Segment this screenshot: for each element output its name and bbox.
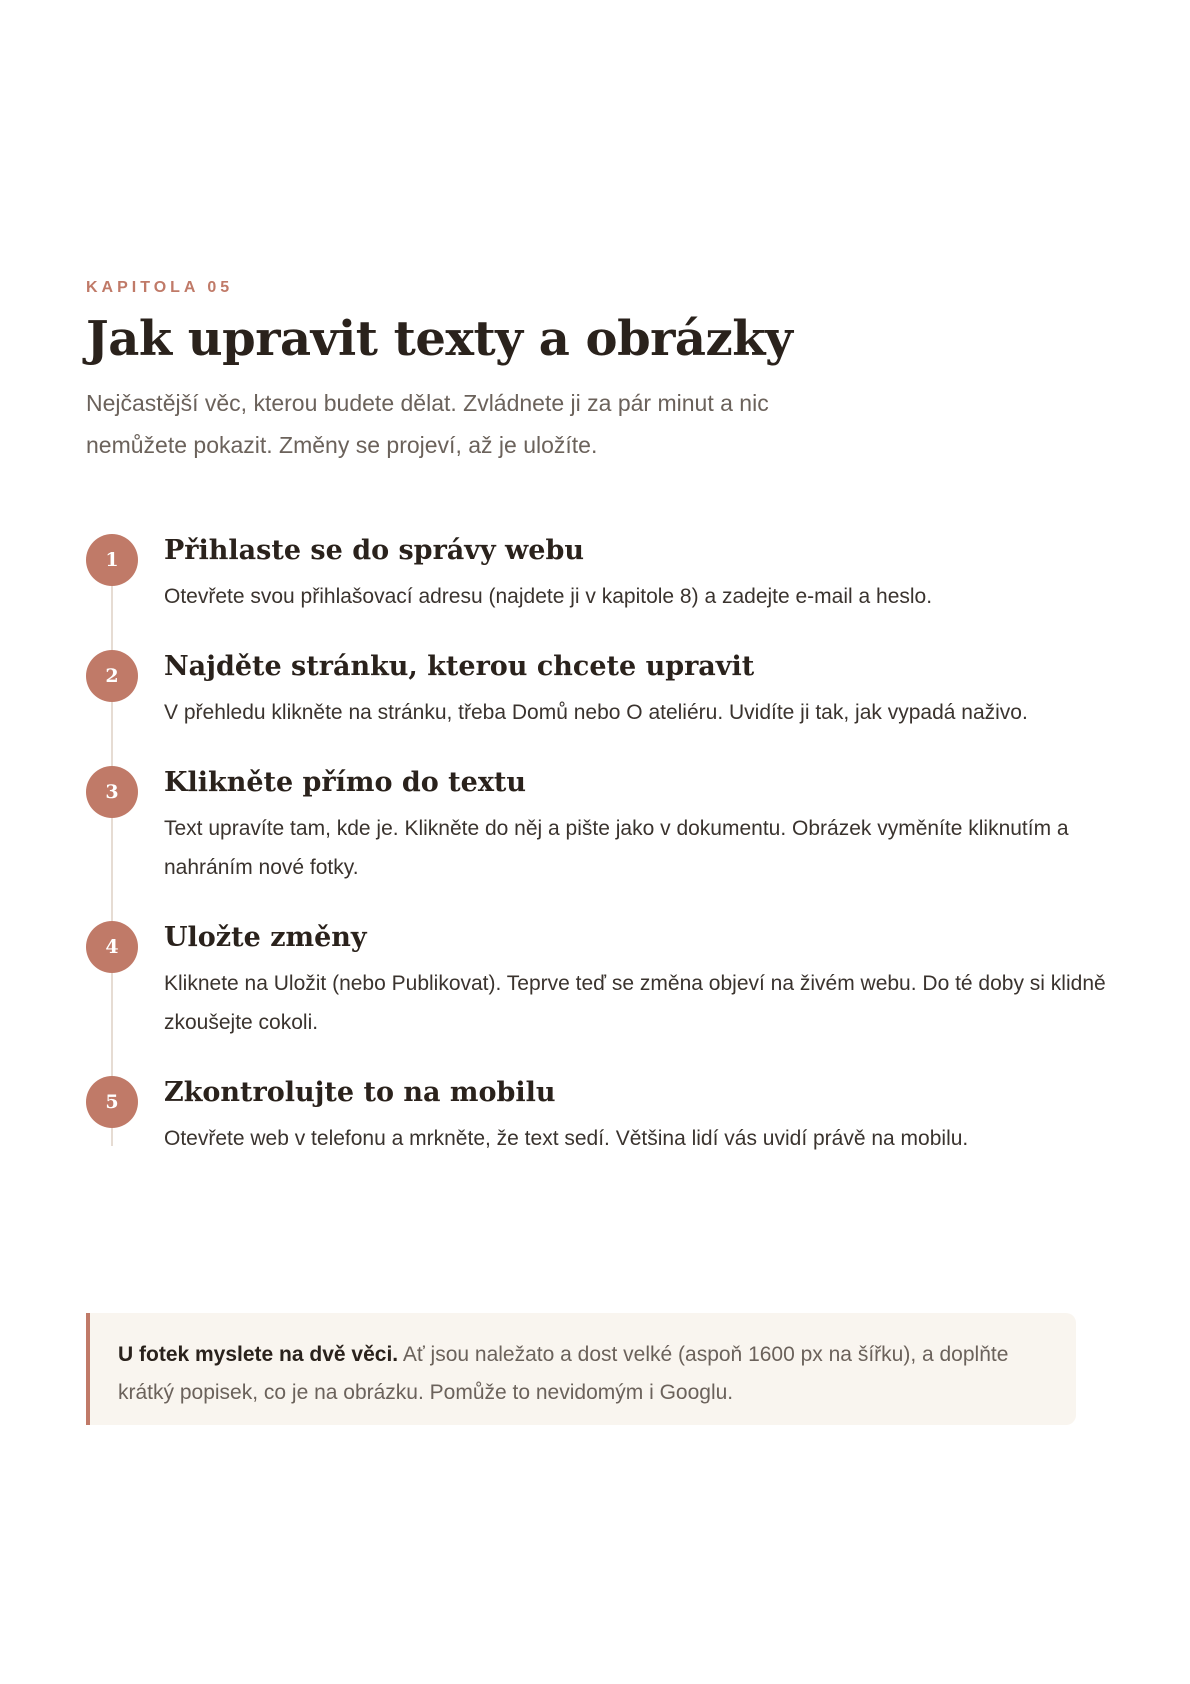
step-title: Přihlaste se do správy webu	[164, 535, 584, 566]
step-number-badge: 4	[86, 921, 138, 973]
tip-callout-lead: U fotek myslete na dvě věci.	[118, 1343, 399, 1366]
step-title: Uložte změny	[164, 922, 367, 953]
chapter-eyebrow: KAPITOLA 05	[86, 279, 234, 296]
step-item	[86, 650, 1116, 732]
chapter-page	[86, 278, 1116, 1192]
step-text: V přehledu klikněte na stránku, třeba Domů nebo O ateliéru. Uvidíte ji tak, jak vypadá naživo.	[164, 701, 1028, 724]
tip-callout-body: Ať jsou naležato a dost velké (aspoň 1600 px na šířku), a doplňte krátký popisek, co je na obrázku. Pomůže to nevidomým i Googlu.	[118, 1343, 1009, 1404]
step-item	[86, 1076, 1116, 1158]
step-title: Najděte stránku, kterou chcete upravit	[164, 651, 755, 682]
step-title: Klikněte přímo do textu	[164, 767, 527, 798]
page-title: Jak upravit texty a obrázky	[86, 311, 793, 367]
step-number-badge: 3	[86, 766, 138, 818]
step-item	[86, 766, 1116, 887]
tip-callout-text	[118, 1336, 1040, 1412]
step-number-badge: 5	[86, 1076, 138, 1128]
step-text: Kliknete na Uložit (nebo Publikovat). Teprve teď se změna objeví na živém webu. Do té doby si klidně zkoušejte cokoli.	[164, 972, 1106, 1034]
step-text: Text upravíte tam, kde je. Klikněte do něj a pište jako v dokumentu. Obrázek vyměníte kliknutím a nahráním nové fotky.	[164, 817, 1069, 879]
step-number-badge: 2	[86, 650, 138, 702]
tip-callout	[86, 1313, 1076, 1425]
step-item	[86, 534, 1116, 616]
step-title: Zkontrolujte to na mobilu	[164, 1077, 556, 1108]
step-text: Otevřete svou přihlašovací adresu (najdete ji v kapitole 8) a zadejte e-mail a heslo.	[164, 585, 933, 608]
page-lede: Nejčastější věc, kterou budete dělat. Zvládnete ji za pár minut a nic nemůžete pokazit. Změny se projeví, až je uložíte.	[86, 390, 769, 458]
step-item	[86, 921, 1116, 1042]
steps-list	[86, 534, 1116, 1158]
step-text: Otevřete web v telefonu a mrkněte, že text sedí. Většina lidí vás uvidí právě na mobilu.	[164, 1127, 969, 1150]
step-number-badge: 1	[86, 534, 138, 586]
